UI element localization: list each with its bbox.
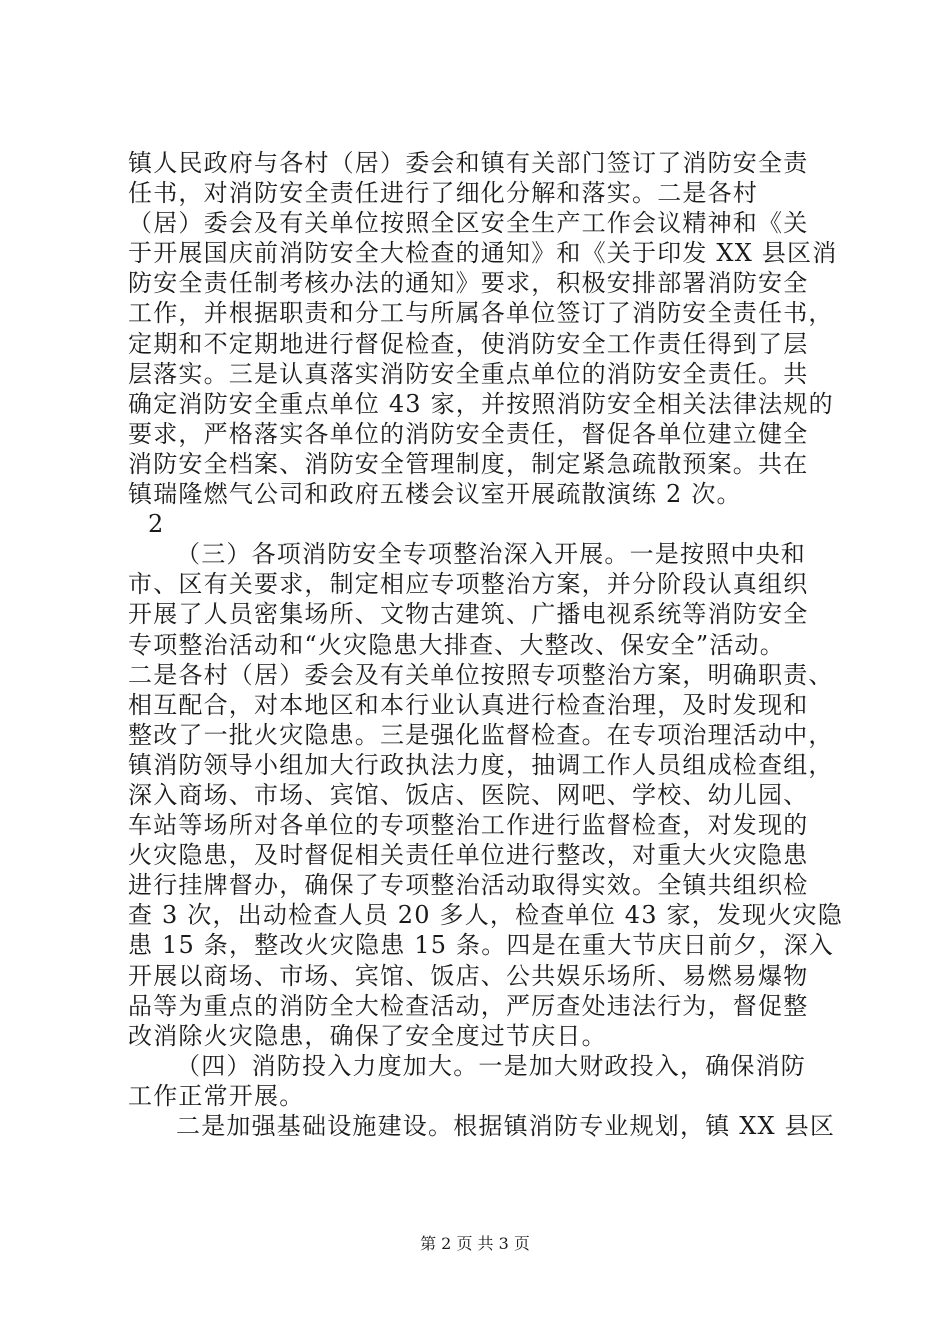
text-line: 深入商场、市场、宾馆、饭店、医院、网吧、学校、幼儿园、 xyxy=(128,780,809,809)
document-body xyxy=(128,148,843,1141)
page-number-label: 第 2 页 共 3 页 xyxy=(420,1234,530,1253)
text-line: 任书，对消防安全责任进行了细化分解和落实。二是各村 xyxy=(128,179,758,208)
text-line: 开展以商场、市场、宾馆、饭店、公共娱乐场所、易燃易爆物 xyxy=(128,961,809,990)
section-heading-line: （三）各项消防安全专项整治深入开展。一是按照中央和 xyxy=(176,540,806,569)
text-line: 品等为重点的消防全大检查活动，严厉查处违法行为，督促整 xyxy=(128,991,809,1020)
text-line: 镇人民政府与各村（居）委会和镇有关部门签订了消防安全责 xyxy=(128,149,809,177)
text-line: 定期和不定期地进行督促检查，使消防安全工作责任得到了层 xyxy=(128,329,809,358)
text-line: 于开展国庆前消防安全大检查的通知》和《关于印发 XX 县区消 xyxy=(128,239,838,268)
text-line: 要求，严格落实各单位的消防安全责任，督促各单位建立健全 xyxy=(128,419,809,448)
text-line: 二是各村（居）委会及有关单位按照专项整治方案，明确职责、 xyxy=(128,660,834,689)
text-line: 防安全责任制考核办法的通知》要求，积极安排部署消防安全 xyxy=(128,269,809,298)
text-line: 确定消防安全重点单位 43 家，并按照消防安全相关法律法规的 xyxy=(128,389,834,418)
text-line: 二是加强基础设施建设。根据镇消防专业规划，镇 XX 县区 xyxy=(176,1112,836,1140)
inline-page-number: 2 xyxy=(148,510,165,539)
text-line: 镇瑞隆燃气公司和政府五楼会议室开展疏散演练 2 次。 xyxy=(128,480,742,509)
text-line: 相互配合，对本地区和本行业认真进行检查治理，及时发现和 xyxy=(128,690,809,719)
text-line: （居）委会及有关单位按照全区安全生产工作会议精神和《关 xyxy=(128,209,809,238)
text-line: 市、区有关要求，制定相应专项整治方案，并分阶段认真组织 xyxy=(128,570,809,599)
text-line: 专项整治活动和“火灾隐患大排查、大整改、保安全”活动。 xyxy=(128,630,785,659)
page-footer xyxy=(0,1234,950,1254)
text-line: 火灾隐患，及时督促相关责任单位进行整改，对重大火灾隐患 xyxy=(128,841,809,870)
text-line: 进行挂牌督办，确保了专项整治活动取得实效。全镇共组织检 xyxy=(128,871,809,900)
text-line: 车站等场所对各单位的专项整治工作进行监督检查，对发现的 xyxy=(128,811,809,840)
text-line: 整改了一批火灾隐患。三是强化监督检查。在专项治理活动中， xyxy=(128,720,834,749)
text-line: 查 3 次，出动检查人员 20 多人，检查单位 43 家，发现火灾隐 xyxy=(128,901,843,930)
text-line: 工作正常开展。 xyxy=(128,1081,305,1110)
text-line: 改消除火灾隐患，确保了安全度过节庆日。 xyxy=(128,1021,607,1050)
text-line: 镇消防领导小组加大行政执法力度，抽调工作人员组成检查组， xyxy=(128,750,834,779)
text-line: 工作，并根据职责和分工与所属各单位签订了消防安全责任书， xyxy=(128,299,834,328)
text-line: 层落实。三是认真落实消防安全重点单位的消防安全责任。共 xyxy=(128,359,809,388)
text-line: 患 15 条，整改火灾隐患 15 条。四是在重大节庆日前夕，深入 xyxy=(128,931,834,960)
text-line: 消防安全档案、消防安全管理制度，制定紧急疏散预案。共在 xyxy=(128,449,809,478)
section-heading-line: （四）消防投入力度加大。一是加大财政投入，确保消防 xyxy=(176,1051,806,1080)
text-line: 开展了人员密集场所、文物古建筑、广播电视系统等消防安全 xyxy=(128,600,809,629)
